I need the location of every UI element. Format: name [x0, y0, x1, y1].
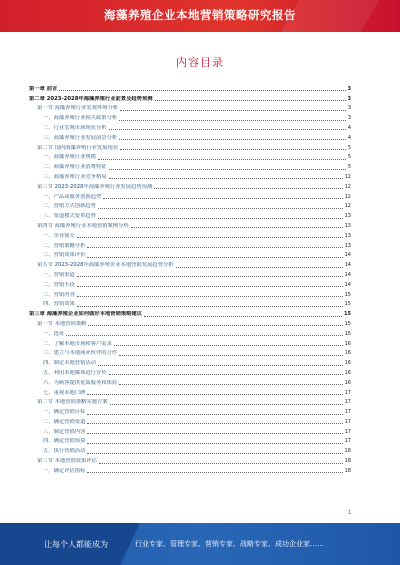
toc-leader-dots	[109, 168, 346, 170]
toc-entry-page: 17	[344, 428, 351, 435]
toc-entry[interactable]	[29, 142, 351, 152]
toc-entry-text: 第三节 本地营销效果评估	[37, 458, 97, 465]
toc-leader-dots	[119, 138, 346, 140]
toc-entry-text: 第二章 2023-2028年海藻养殖行业前景及趋势预测	[29, 95, 153, 102]
toc-entry-text: 二、营销策略分析	[43, 242, 86, 249]
toc-entry[interactable]	[29, 289, 351, 299]
toc-leader-dots	[154, 187, 342, 189]
toc-entry-page: 15	[344, 311, 351, 318]
toc-entry-page: 4	[347, 124, 351, 131]
toc-entry-text: 第三节 2023-2028年海藻养殖行业发展趋势预测	[37, 183, 153, 190]
toc-entry-page: 17	[344, 438, 351, 445]
toc-entry-page: 17	[344, 418, 351, 425]
toc-entry-text: 一、产品或服务创新趋势	[43, 193, 102, 200]
toc-entry-page: 18	[344, 458, 351, 465]
toc-entry-text: 一、企业简介	[43, 232, 75, 239]
toc-leader-dots	[155, 99, 346, 101]
toc-leader-dots	[120, 148, 346, 150]
toc-leader-dots	[98, 207, 343, 209]
toc-leader-dots	[120, 109, 346, 111]
toc-leader-dots	[110, 403, 343, 405]
toc-entry-text: 三、渠道模式变革趋势	[43, 213, 96, 220]
toc-leader-dots	[109, 177, 343, 179]
toc-entry-page: 12	[344, 193, 351, 200]
toc-entry[interactable]	[29, 367, 351, 377]
toc-heading: 内容目录	[176, 56, 224, 69]
toc-entry[interactable]	[29, 240, 351, 250]
toc-leader-dots	[59, 89, 345, 91]
toc-entry-text: 二、营销手段	[43, 281, 75, 288]
footer-tagline: 行业专家、管理专家、营销专家、战略专家、成功企业家……	[135, 540, 324, 548]
footer-banner	[0, 523, 400, 565]
toc-entry-text: 第四节 海藻养殖行业本地营销案例分析	[37, 222, 129, 229]
toc-entry-page: 17	[344, 409, 351, 416]
toc-entry-text: 第二节 国内海藻养殖行业发展现状	[37, 144, 119, 151]
toc-entry-page: 15	[344, 301, 351, 308]
toc-entry[interactable]	[29, 328, 351, 338]
toc-entry-page: 16	[344, 350, 351, 357]
toc-entry-page: 13	[344, 213, 351, 220]
toc-entry-text: 二、了解本地市场和客户需求	[43, 340, 112, 347]
toc-entry-page: 17	[344, 399, 351, 406]
toc-entry-page: 15	[344, 330, 351, 337]
toc-leader-dots	[87, 471, 342, 473]
toc-entry[interactable]	[29, 161, 351, 171]
toc-entry-text: 第一节 本地营销策略	[37, 320, 87, 327]
toc-entry-page: 5	[347, 144, 351, 151]
toc-entry-page: 16	[344, 360, 351, 367]
toc-entry-text: 七、重视本地口碑	[43, 389, 86, 396]
toc-entry-page: 4	[347, 134, 351, 141]
footer-slogan: 让每个人都能成为	[44, 540, 108, 549]
toc-entry-text: 一、确定评估指标	[43, 467, 86, 474]
toc-entry-text: 第二节 本地营销策略实施方案	[37, 399, 108, 406]
toc-entry-page: 15	[344, 291, 351, 298]
toc-entry-text: 四、营销效果	[43, 301, 75, 308]
toc-entry[interactable]	[29, 230, 351, 240]
toc-entry-text: 五、利用本地媒体进行宣传	[43, 369, 107, 376]
toc-leader-dots	[131, 226, 343, 228]
toc-leader-dots	[87, 452, 342, 454]
toc-entry-text: 二、确定营销渠道	[43, 418, 86, 425]
toc-leader-dots	[87, 393, 342, 395]
toc-entry[interactable]	[29, 103, 351, 113]
toc-entry-page: 13	[344, 242, 351, 249]
toc-entry[interactable]	[29, 112, 351, 122]
toc-entry-text: 六、为顾客提供优质服务和体验	[43, 379, 118, 386]
toc-entry-text: 第五节 2023-2028年海藻养殖企业本地营销发展趋势分析	[37, 262, 174, 269]
toc-entry[interactable]	[29, 299, 351, 309]
toc-leader-dots	[176, 266, 343, 268]
toc-entry-text: 第三章 海藻养殖企业如何做好本地营销策略建议	[29, 311, 143, 318]
toc-entry-text: 三、营销内容	[43, 291, 75, 298]
header-banner	[0, 0, 400, 32]
page-number: 1	[347, 510, 351, 516]
report-title: 海藻养殖企业本地营销策略研究报告	[104, 8, 296, 22]
toc-entry-text: 第一章 前言	[29, 85, 58, 92]
toc-entry[interactable]	[29, 269, 351, 279]
toc-entry[interactable]	[29, 318, 351, 328]
toc-entry[interactable]	[29, 436, 351, 446]
toc-entry[interactable]	[29, 191, 351, 201]
toc-entry[interactable]	[29, 465, 351, 475]
toc-leader-dots	[119, 119, 346, 121]
toc-leader-dots	[144, 315, 342, 317]
toc-entry[interactable]	[29, 455, 351, 465]
toc-leader-dots	[77, 236, 343, 238]
toc-leader-dots	[87, 432, 342, 434]
toc-leader-dots	[87, 256, 342, 258]
toc-entry-page: 14	[344, 262, 351, 269]
toc-entry[interactable]	[29, 397, 351, 407]
toc-leader-dots	[119, 354, 342, 356]
toc-entry[interactable]	[29, 279, 351, 289]
toc-leader-dots	[109, 128, 346, 130]
toc-entry[interactable]	[29, 338, 351, 348]
toc-entry[interactable]	[29, 250, 351, 260]
toc-entry-page: 3	[347, 115, 351, 122]
toc-leader-dots	[87, 413, 342, 415]
toc-entry-page: 18	[344, 448, 351, 455]
toc-leader-dots	[77, 275, 343, 277]
toc-entry-text: 一、确定营销目标	[43, 409, 86, 416]
toc-entry-page: 16	[344, 369, 351, 376]
toc-entry-page: 18	[344, 467, 351, 474]
toc-entry[interactable]	[29, 445, 351, 455]
toc-leader-dots	[77, 285, 343, 287]
toc-leader-dots	[103, 197, 342, 199]
toc-entry-page: 3	[347, 95, 351, 102]
toc-entry[interactable]	[29, 259, 351, 269]
toc-leader-dots	[98, 158, 346, 160]
toc-entry-text: 三、制定营销内容	[43, 428, 86, 435]
toc-entry[interactable]	[29, 387, 351, 397]
toc-entry[interactable]	[29, 348, 351, 358]
toc-entry-text: 第一节 海藻养殖行业宏观环境分析	[37, 105, 119, 112]
toc-entry[interactable]	[29, 171, 351, 181]
toc-entry-text: 三、营销效果评价	[43, 252, 86, 259]
toc-leader-dots	[87, 442, 342, 444]
toc-entry-page: 13	[344, 232, 351, 239]
toc-entry-page: 15	[344, 320, 351, 327]
toc-leader-dots	[99, 462, 343, 464]
toc-entry-text: 二、行业宏观市场现状分析	[43, 124, 107, 131]
toc-entry-page: 5	[347, 154, 351, 161]
toc-entry[interactable]	[29, 308, 351, 318]
toc-entry-page: 16	[344, 379, 351, 386]
toc-leader-dots	[109, 373, 343, 375]
toc-leader-dots	[98, 364, 343, 366]
toc-entry[interactable]	[29, 93, 351, 103]
toc-entry[interactable]	[29, 132, 351, 142]
toc-entry-text: 四、确定营销预算	[43, 438, 86, 445]
toc-entry[interactable]	[29, 210, 351, 220]
toc-entry[interactable]	[29, 181, 351, 191]
toc-leader-dots	[66, 334, 342, 336]
toc-leader-dots	[88, 324, 342, 326]
toc-entry-page: 14	[344, 252, 351, 259]
toc-entry-page: 3	[347, 105, 351, 112]
toc-leader-dots	[114, 344, 343, 346]
toc-leader-dots	[119, 383, 342, 385]
toc-entry-text: 一、营销渠道	[43, 271, 75, 278]
toc-entry-text: 一、海藻养殖行业规模	[43, 154, 96, 161]
toc-leader-dots	[77, 305, 343, 307]
toc-entry-text: 一、选址	[43, 330, 65, 337]
toc-entry[interactable]	[29, 406, 351, 416]
toc-entry[interactable]	[29, 416, 351, 426]
toc-entry-page: 14	[344, 281, 351, 288]
toc-leader-dots	[98, 217, 343, 219]
toc-entry[interactable]	[29, 377, 351, 387]
toc-entry-page: 5	[347, 164, 351, 171]
toc-entry-text: 三、海藻养殖行业竞争格局	[43, 173, 107, 180]
toc-entry-text: 二、营销方式创新趋势	[43, 203, 96, 210]
toc-entry-text: 二、海藻养殖行业消费特征	[43, 164, 107, 171]
toc-entry-page: 14	[344, 271, 351, 278]
toc-entry-text: 四、制定本地营销活动	[43, 360, 96, 367]
toc-entry[interactable]	[29, 152, 351, 162]
toc-entry[interactable]	[29, 83, 351, 93]
toc-leader-dots	[77, 295, 343, 297]
toc-entry-text: 一、海藻养殖行业相关政策分析	[43, 115, 118, 122]
toc-entry-page: 12	[344, 173, 351, 180]
toc-entry[interactable]	[29, 426, 351, 436]
toc-entry-page: 16	[344, 340, 351, 347]
toc-leader-dots	[87, 422, 342, 424]
toc-entry-text: 三、建立与本地商业伙伴的合作	[43, 350, 118, 357]
toc-leader-dots	[87, 246, 342, 248]
toc-entry-page: 13	[344, 222, 351, 229]
toc-entry-page: 12	[344, 183, 351, 190]
toc-entry[interactable]	[29, 357, 351, 367]
table-of-contents	[29, 83, 351, 475]
toc-entry-text: 三、海藻养殖行业发展前景分析	[43, 134, 118, 141]
toc-entry-page: 17	[344, 389, 351, 396]
toc-entry-text: 五、执行营销活动	[43, 448, 86, 455]
toc-entry[interactable]	[29, 220, 351, 230]
toc-entry[interactable]	[29, 201, 351, 211]
toc-entry-page: 12	[344, 203, 351, 210]
toc-entry-page: 3	[347, 85, 351, 92]
toc-entry[interactable]	[29, 122, 351, 132]
